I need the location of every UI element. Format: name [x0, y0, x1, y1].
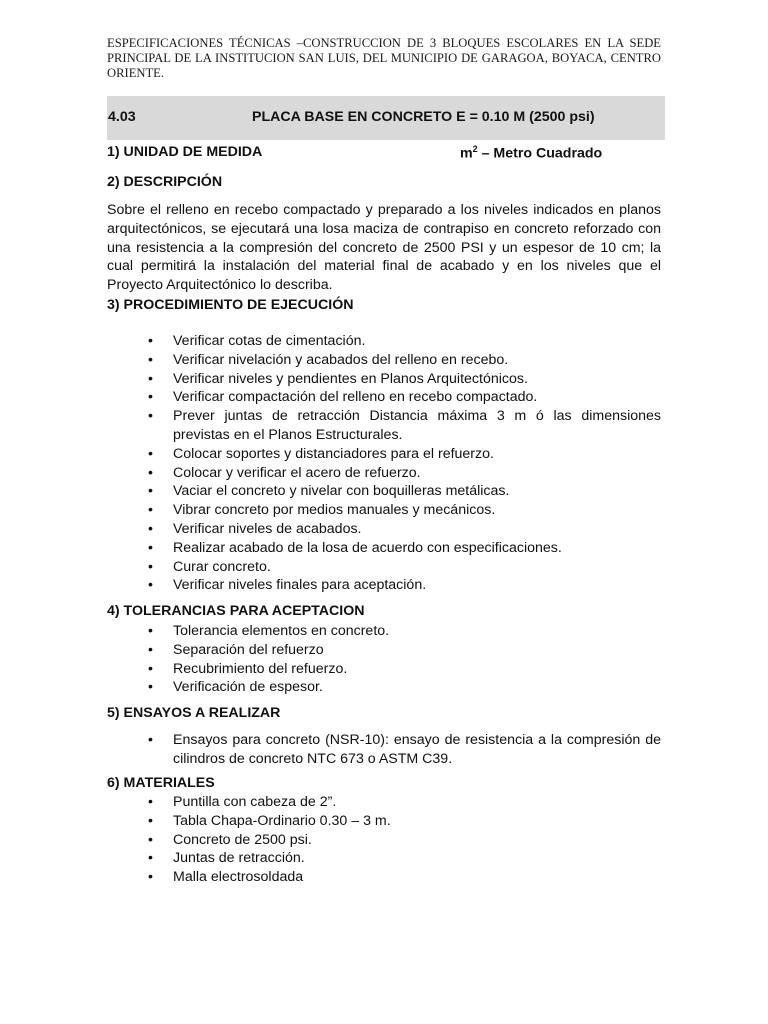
bullet-glyph: • [148, 408, 153, 425]
list-item [107, 576, 661, 595]
list-item-text: Verificar compactación del relleno en recebo compactado. [173, 389, 538, 406]
list-item [107, 622, 661, 641]
tests-list [107, 731, 661, 769]
list-item [107, 520, 661, 539]
bullet-glyph: • [148, 520, 153, 537]
list-item-text: Verificar nivelación y acabados del relleno en recebo. [173, 351, 509, 368]
materials-list [107, 793, 661, 887]
list-item [107, 793, 661, 812]
list-item [107, 351, 661, 370]
list-item-text: Realizar acabado de la losa de acuerdo con especificaciones. [173, 539, 562, 556]
unit-value [460, 144, 602, 162]
list-item-text: Colocar soportes y distanciadores para el refuerzo. [173, 445, 494, 462]
list-item-text: Separación del refuerzo [173, 641, 324, 658]
list-item [107, 501, 661, 520]
unit-exponent: 2 [472, 144, 478, 154]
list-item-text: Recubrimiento del refuerzo. [173, 660, 348, 677]
list-item-text: Curar concreto. [173, 558, 271, 575]
unit-label: 1) UNIDAD DE MEDIDA [107, 144, 263, 160]
document-page [107, 36, 661, 886]
tests-heading: 5) ENSAYOS A REALIZAR [107, 705, 281, 721]
bullet-glyph: • [148, 389, 153, 406]
unit-symbol: m [460, 145, 473, 162]
bullet-glyph: • [148, 732, 153, 748]
procedure-heading: 3) PROCEDIMIENTO DE EJECUCIÓN [107, 297, 354, 313]
list-item-text: Colocar y verificar el acero de refuerzo. [173, 464, 421, 481]
bullet-glyph: • [148, 558, 153, 575]
list-item-text: Verificar niveles de acabados. [173, 520, 362, 537]
bullet-glyph: • [148, 502, 153, 519]
list-item-text: Concreto de 2500 psi. [173, 831, 312, 848]
bullet-glyph: • [148, 831, 153, 848]
bullet-glyph: • [148, 464, 153, 481]
list-item-text: Vibrar concreto por medios manuales y mecánicos. [173, 502, 496, 519]
list-item-text: Vaciar el concreto y nivelar con boquilleras metálicas. [173, 483, 510, 500]
unit-description: – Metro Cuadrado [477, 145, 603, 162]
description-text: Sobre el relleno en recebo compactado y preparado a los niveles indicados en planos arquitectónicos, se ejecutará una losa maciza de contrapiso en concreto reforzado con una resistencia a la compresión del concreto de 2500 PSI y un espesor de 10 cm; la cual permitirá la instalación del material final de acabado y en los niveles que el Proyecto Arquitectónico lo describa. [107, 202, 661, 294]
list-item [107, 731, 661, 769]
list-item [107, 464, 661, 483]
list-item [107, 678, 661, 697]
list-item-text: Tolerancia elementos en concreto. [173, 623, 390, 639]
section-title: PLACA BASE EN CONCRETO E = 0.10 M (2500 psi) [252, 109, 595, 125]
tolerances-heading: 4) TOLERANCIAS PARA ACEPTACION [107, 603, 365, 619]
description-heading: 2) DESCRIPCIÓN [107, 174, 223, 190]
list-item-text: Puntilla con cabeza de 2”. [173, 794, 337, 810]
list-item [107, 407, 661, 445]
bullet-glyph: • [148, 333, 153, 349]
list-item [107, 868, 661, 887]
list-item-text: Prever juntas de retracción Distancia máxima 3 m ó las dimensiones previstas en el Planos Estructurales. [173, 408, 661, 443]
list-item [107, 812, 661, 831]
bullet-glyph: • [148, 641, 153, 658]
list-item [107, 831, 661, 850]
list-item [107, 641, 661, 660]
bullet-glyph: • [148, 679, 153, 696]
bullet-glyph: • [148, 483, 153, 500]
bullet-glyph: • [148, 794, 153, 810]
list-item-text: Verificación de espesor. [173, 679, 323, 696]
list-item-text: Juntas de retracción. [173, 850, 305, 867]
bullet-glyph: • [148, 660, 153, 677]
list-item [107, 388, 661, 407]
bullet-glyph: • [148, 623, 153, 639]
materials-heading: 6) MATERIALES [107, 775, 215, 791]
list-item-text: Tabla Chapa-Ordinario 0.30 – 3 m. [173, 812, 391, 829]
document-header: ESPECIFICACIONES TÉCNICAS –CONSTRUCCION DE 3 BLOQUES ESCOLARES EN LA SEDE PRINCIPAL DE LA INSTITUCION SAN LUIS, DEL MUNICIPIO DE GARAGOA, BOYACA, CENTRO ORIENTE. [107, 36, 661, 80]
list-item [107, 849, 661, 868]
bullet-glyph: • [148, 812, 153, 829]
list-item [107, 660, 661, 679]
section-code: 4.03 [108, 109, 136, 125]
list-item [107, 482, 661, 501]
bullet-glyph: • [148, 445, 153, 462]
bullet-glyph: • [148, 370, 153, 387]
list-item-text: Verificar niveles y pendientes en Planos Arquitectónicos. [173, 370, 528, 387]
list-item-text: Verificar niveles finales para aceptación. [173, 577, 427, 594]
bullet-glyph: • [148, 850, 153, 867]
bullet-glyph: • [148, 869, 153, 886]
bullet-glyph: • [148, 577, 153, 594]
list-item-text: Verificar cotas de cimentación. [173, 333, 366, 349]
list-item [107, 332, 661, 351]
list-item [107, 558, 661, 577]
unit-of-measure-row [107, 144, 661, 160]
list-item-text: Ensayos para concreto (NSR-10): ensayo de resistencia a la compresión de cilindros de concreto NTC 673 o ASTM C39. [173, 732, 661, 767]
bullet-glyph: • [148, 351, 153, 368]
list-item [107, 370, 661, 389]
bullet-glyph: • [148, 539, 153, 556]
tolerances-list [107, 622, 661, 697]
list-item-text: Malla electrosoldada [173, 869, 304, 886]
list-item [107, 539, 661, 558]
section-title-bar [107, 96, 665, 140]
procedure-list [107, 332, 661, 595]
list-item [107, 445, 661, 464]
